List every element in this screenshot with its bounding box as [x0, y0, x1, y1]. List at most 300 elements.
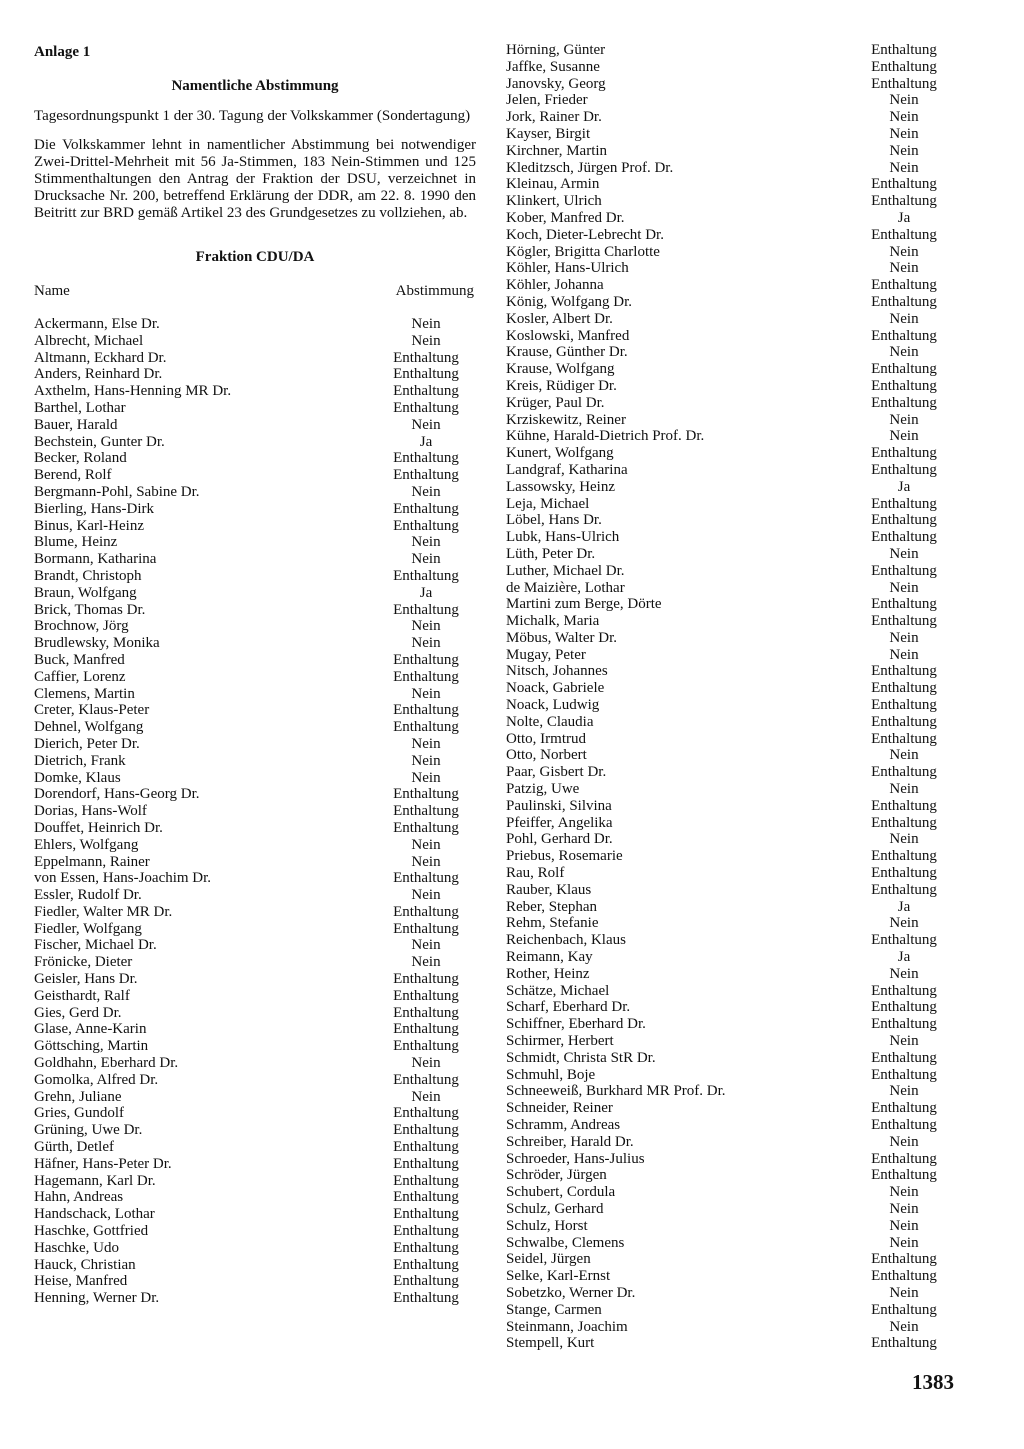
table-row	[34, 1240, 476, 1257]
member-name: Jelen, Frieder	[506, 92, 588, 109]
member-name: Blume, Heinz	[34, 534, 118, 551]
member-name: Brochnow, Jörg	[34, 618, 129, 635]
vote-value: Enthaltung	[871, 377, 937, 394]
table-row	[34, 887, 476, 904]
vote-value: Enthaltung	[871, 1335, 937, 1352]
table-row	[506, 1319, 954, 1336]
vote-value: Enthaltung	[393, 349, 459, 366]
table-row	[34, 1156, 476, 1173]
table-row	[506, 176, 954, 193]
member-name: Stempell, Kurt	[506, 1335, 595, 1352]
table-row	[34, 1206, 476, 1223]
vote-value: Enthaltung	[871, 982, 937, 999]
member-name: Göttsching, Martin	[34, 1038, 149, 1055]
table-row	[506, 479, 954, 496]
member-name: Leja, Michael	[506, 495, 590, 512]
vote-value: Nein	[889, 1184, 919, 1201]
table-row	[506, 1251, 954, 1268]
vote-value: Nein	[889, 125, 919, 142]
table-row	[506, 210, 954, 227]
vote-value: Enthaltung	[393, 651, 459, 668]
table-row	[506, 613, 954, 630]
table-row	[34, 1072, 476, 1089]
vote-value: Enthaltung	[393, 1256, 459, 1273]
vote-value: Nein	[889, 1284, 919, 1301]
vote-value: Ja	[897, 898, 911, 915]
member-name: Bergmann-Pohl, Sabine Dr.	[34, 483, 200, 500]
member-name: Hörning, Günter	[506, 42, 606, 58]
table-row	[34, 1105, 476, 1122]
member-name: Bauer, Harald	[34, 416, 118, 433]
member-name: Gürth, Detlef	[34, 1139, 114, 1156]
vote-value: Enthaltung	[871, 529, 937, 546]
table-row	[34, 585, 476, 602]
table-row	[506, 714, 954, 731]
member-name: Albrecht, Michael	[34, 332, 144, 349]
vote-value: Enthaltung	[393, 1021, 459, 1038]
member-name: Kögler, Brigitta Charlotte	[506, 243, 660, 260]
vote-value: Enthaltung	[871, 512, 937, 529]
member-name: Grüning, Uwe Dr.	[34, 1122, 143, 1139]
vote-value: Enthaltung	[871, 58, 937, 75]
vote-value: Nein	[889, 579, 919, 596]
section-title: Namentliche Abstimmung	[171, 78, 339, 94]
vote-value: Enthaltung	[393, 1105, 459, 1122]
vote-value: Nein	[889, 545, 919, 562]
table-row	[506, 260, 954, 277]
member-name: Otto, Norbert	[506, 747, 587, 764]
vote-value: Enthaltung	[871, 797, 937, 814]
table-row	[506, 294, 954, 311]
table-row	[506, 1218, 954, 1235]
table-row	[34, 534, 476, 551]
vote-value: Enthaltung	[871, 1066, 937, 1083]
table-row	[34, 652, 476, 669]
member-name: Gies, Gerd Dr.	[34, 1004, 122, 1021]
member-name: Krüger, Paul Dr.	[506, 394, 605, 411]
vote-value: Enthaltung	[871, 764, 937, 781]
table-row	[506, 244, 954, 261]
member-name: Essler, Rudolf Dr.	[34, 887, 142, 904]
vote-list-left	[34, 316, 476, 1307]
table-row	[34, 618, 476, 635]
table-row	[34, 1273, 476, 1290]
member-name: Schreiber, Harald Dr.	[506, 1133, 634, 1150]
vote-value: Nein	[411, 316, 441, 332]
member-name: Stange, Carmen	[506, 1301, 602, 1318]
table-row	[506, 227, 954, 244]
table-row	[506, 92, 954, 109]
table-row	[34, 484, 476, 501]
table-row	[34, 702, 476, 719]
table-row	[506, 361, 954, 378]
vote-value: Enthaltung	[871, 361, 937, 378]
member-name: Martini zum Berge, Dörte	[506, 596, 662, 613]
table-row	[34, 366, 476, 383]
member-name: Rauber, Klaus	[506, 881, 592, 898]
member-name: Häfner, Hans-Peter Dr.	[34, 1155, 172, 1172]
vote-value: Nein	[889, 915, 919, 932]
vote-value: Nein	[411, 483, 441, 500]
member-name: de Maizière, Lothar	[506, 579, 625, 596]
vote-value: Nein	[889, 1033, 919, 1050]
member-name: Dierich, Peter Dr.	[34, 735, 140, 752]
table-row	[34, 669, 476, 686]
member-name: Kayser, Birgit	[506, 125, 591, 142]
member-name: Dorias, Hans-Wolf	[34, 803, 147, 820]
member-name: Rother, Heinz	[506, 965, 590, 982]
member-name: Kober, Manfred Dr.	[506, 209, 625, 226]
vote-value: Ja	[897, 478, 911, 495]
vote-value: Nein	[411, 853, 441, 870]
member-name: Köhler, Johanna	[506, 277, 604, 294]
vote-value: Enthaltung	[871, 327, 937, 344]
member-name: Pfeiffer, Angelika	[506, 814, 613, 831]
member-name: Schiffner, Eberhard Dr.	[506, 1016, 646, 1033]
table-row	[506, 966, 954, 983]
member-name: Fischer, Michael Dr.	[34, 937, 157, 954]
vote-value: Ja	[419, 433, 433, 450]
member-name: Noack, Ludwig	[506, 697, 600, 714]
left-column	[34, 44, 476, 1307]
vote-value: Nein	[889, 411, 919, 428]
member-name: Hahn, Andreas	[34, 1189, 124, 1206]
table-row	[506, 311, 954, 328]
member-name: Bechstein, Gunter Dr.	[34, 433, 165, 450]
vote-value: Enthaltung	[393, 467, 459, 484]
table-row	[506, 412, 954, 429]
table-row	[506, 193, 954, 210]
table-row	[506, 731, 954, 748]
table-row	[506, 747, 954, 764]
member-name: Bierling, Hans-Dirk	[34, 500, 154, 517]
vote-value: Nein	[411, 937, 441, 954]
member-name: Steinmann, Joachim	[506, 1318, 628, 1335]
table-row	[506, 848, 954, 865]
member-name: Selke, Karl-Ernst	[506, 1268, 611, 1285]
member-name: Schubert, Cordula	[506, 1184, 616, 1201]
vote-value: Nein	[889, 1234, 919, 1251]
member-name: Mugay, Peter	[506, 646, 586, 663]
table-row	[506, 1100, 954, 1117]
member-name: Douffet, Heinrich Dr.	[34, 819, 163, 836]
vote-value: Nein	[411, 635, 441, 652]
member-name: Patzig, Uwe	[506, 781, 580, 798]
member-name: Fiedler, Wolfgang	[34, 920, 142, 937]
member-name: Binus, Karl-Heinz	[34, 517, 144, 534]
vote-value: Enthaltung	[871, 176, 937, 193]
vote-value: Enthaltung	[393, 1290, 459, 1307]
table-row	[506, 344, 954, 361]
vote-value: Enthaltung	[393, 903, 459, 920]
member-name: Krziskewitz, Reiner	[506, 411, 626, 428]
member-name: Anders, Reinhard Dr.	[34, 366, 163, 383]
member-name: Möbus, Walter Dr.	[506, 629, 618, 646]
member-name: Paulinski, Silvina	[506, 797, 612, 814]
vote-value: Enthaltung	[393, 1071, 459, 1088]
vote-value: Nein	[411, 1088, 441, 1105]
table-row	[506, 563, 954, 580]
member-name: Goldhahn, Eberhard Dr.	[34, 1055, 179, 1072]
table-row	[506, 630, 954, 647]
table-row	[506, 815, 954, 832]
member-name: Sobetzko, Werner Dr.	[506, 1284, 636, 1301]
vote-value: Nein	[411, 836, 441, 853]
member-name: Nitsch, Johannes	[506, 663, 608, 680]
table-row	[34, 1290, 476, 1307]
member-name: Brick, Thomas Dr.	[34, 601, 146, 618]
member-name: Otto, Irmtrud	[506, 730, 586, 747]
member-name: Rau, Rolf	[506, 865, 565, 882]
vote-value: Nein	[411, 752, 441, 769]
table-row	[506, 915, 954, 932]
table-row	[506, 1235, 954, 1252]
vote-value: Enthaltung	[393, 500, 459, 517]
table-row	[34, 686, 476, 703]
vote-value: Enthaltung	[393, 1038, 459, 1055]
vote-value: Enthaltung	[871, 394, 937, 411]
member-name: Krause, Wolfgang	[506, 361, 615, 378]
table-row	[506, 160, 954, 177]
vote-value: Enthaltung	[871, 1268, 937, 1285]
vote-value: Enthaltung	[393, 719, 459, 736]
vote-value: Nein	[411, 551, 441, 568]
member-name: Haschke, Udo	[34, 1239, 119, 1256]
vote-value: Ja	[897, 949, 911, 966]
table-row	[506, 1335, 954, 1352]
vote-value: Enthaltung	[871, 495, 937, 512]
vote-value: Nein	[889, 1083, 919, 1100]
vote-value: Nein	[889, 344, 919, 361]
table-row	[34, 350, 476, 367]
agenda-paragraph: Tagesordnungspunkt 1 der 30. Tagung der Volkskammer (Sondertagung)	[34, 108, 471, 124]
table-row	[506, 680, 954, 697]
vote-value: Enthaltung	[393, 1004, 459, 1021]
table-row	[506, 781, 954, 798]
vote-value: Enthaltung	[393, 383, 459, 400]
vote-value: Enthaltung	[393, 1122, 459, 1139]
member-name: Barthel, Lothar	[34, 399, 126, 416]
vote-value: Enthaltung	[393, 971, 459, 988]
vote-value: Ja	[897, 209, 911, 226]
member-name: Caffier, Lorenz	[34, 668, 126, 685]
vote-value: Nein	[889, 92, 919, 109]
table-row	[506, 496, 954, 513]
table-row	[34, 1005, 476, 1022]
member-name: Michalk, Maria	[506, 613, 600, 630]
vote-value: Enthaltung	[393, 786, 459, 803]
column-header-vote: Abstimmung	[395, 283, 474, 299]
table-row	[34, 753, 476, 770]
vote-value: Enthaltung	[393, 517, 459, 534]
member-name: König, Wolfgang Dr.	[506, 293, 633, 310]
vote-value: Enthaltung	[393, 987, 459, 1004]
vote-value: Nein	[411, 769, 441, 786]
member-name: Grehn, Juliane	[34, 1088, 122, 1105]
vote-value: Nein	[889, 646, 919, 663]
vote-value: Nein	[889, 831, 919, 848]
table-row	[506, 949, 954, 966]
vote-value: Enthaltung	[871, 848, 937, 865]
table-row	[506, 1050, 954, 1067]
table-row	[506, 1151, 954, 1168]
page-number: 1383	[912, 1370, 954, 1394]
table-row	[506, 76, 954, 93]
table-row	[34, 1223, 476, 1240]
faction-heading: Fraktion CDU/DA	[195, 249, 315, 265]
table-row	[506, 328, 954, 345]
member-name: Altmann, Eckhard Dr.	[34, 349, 167, 366]
appendix-label: Anlage 1	[34, 44, 91, 60]
table-row	[34, 467, 476, 484]
table-row	[34, 971, 476, 988]
member-name: Schmidt, Christa StR Dr.	[506, 1049, 656, 1066]
table-row	[506, 277, 954, 294]
vote-value: Enthaltung	[393, 366, 459, 383]
table-row	[506, 831, 954, 848]
member-name: Lassowsky, Heinz	[506, 478, 616, 495]
table-header	[34, 283, 476, 300]
member-name: Kühne, Harald-Dietrich Prof. Dr.	[506, 428, 705, 445]
table-row	[34, 937, 476, 954]
vote-value: Enthaltung	[871, 613, 937, 630]
member-name: Schulz, Gerhard	[506, 1200, 604, 1217]
table-row	[506, 1268, 954, 1285]
member-name: Heise, Manfred	[34, 1273, 128, 1290]
vote-value: Nein	[889, 629, 919, 646]
vote-value: Nein	[889, 159, 919, 176]
vote-value: Nein	[889, 965, 919, 982]
table-row	[506, 546, 954, 563]
vote-value: Enthaltung	[871, 42, 937, 58]
table-row	[34, 1055, 476, 1072]
table-row	[506, 999, 954, 1016]
vote-value: Enthaltung	[871, 663, 937, 680]
member-name: Eppelmann, Rainer	[34, 853, 150, 870]
table-row	[506, 1033, 954, 1050]
vote-value: Enthaltung	[871, 697, 937, 714]
vote-value: Enthaltung	[871, 1150, 937, 1167]
table-row	[34, 736, 476, 753]
member-name: Luther, Michael Dr.	[506, 562, 625, 579]
member-name: Kleditzsch, Jürgen Prof. Dr.	[506, 159, 674, 176]
member-name: Buck, Manfred	[34, 651, 125, 668]
member-name: Hauck, Christian	[34, 1256, 136, 1273]
vote-value: Enthaltung	[871, 75, 937, 92]
table-row	[506, 1201, 954, 1218]
vote-value: Enthaltung	[871, 1100, 937, 1117]
table-row	[34, 820, 476, 837]
member-name: Glase, Anne-Karin	[34, 1021, 147, 1038]
member-name: Rehm, Stefanie	[506, 915, 599, 932]
vote-value: Nein	[889, 1133, 919, 1150]
vote-value: Enthaltung	[393, 1189, 459, 1206]
table-row	[34, 333, 476, 350]
member-name: Krause, Günther Dr.	[506, 344, 628, 361]
table-row	[34, 417, 476, 434]
vote-value: Nein	[889, 1318, 919, 1335]
table-row	[506, 1134, 954, 1151]
member-name: Noack, Gabriele	[506, 680, 605, 697]
member-name: Reichenbach, Klaus	[506, 932, 626, 949]
member-name: Dorendorf, Hans-Georg Dr.	[34, 786, 200, 803]
vote-value: Nein	[889, 243, 919, 260]
member-name: Kirchner, Martin	[506, 142, 608, 159]
vote-value: Enthaltung	[393, 668, 459, 685]
member-name: Landgraf, Katharina	[506, 461, 628, 478]
member-name: Schramm, Andreas	[506, 1117, 621, 1133]
member-name: Scharf, Eberhard Dr.	[506, 999, 631, 1016]
table-row	[34, 1122, 476, 1139]
table-row	[34, 551, 476, 568]
vote-value: Nein	[411, 735, 441, 752]
vote-value: Enthaltung	[871, 999, 937, 1016]
table-row	[506, 580, 954, 597]
vote-value: Nein	[411, 685, 441, 702]
vote-value: Nein	[411, 1055, 441, 1072]
table-row	[34, 518, 476, 535]
member-name: Geisler, Hans Dr.	[34, 971, 138, 988]
vote-value: Enthaltung	[871, 1049, 937, 1066]
vote-value: Enthaltung	[871, 277, 937, 294]
table-row	[506, 865, 954, 882]
vote-value: Nein	[889, 260, 919, 277]
member-name: Schneider, Reiner	[506, 1100, 613, 1117]
table-row	[34, 316, 476, 333]
table-row	[506, 445, 954, 462]
right-column	[506, 42, 954, 1352]
member-name: Becker, Roland	[34, 450, 127, 467]
vote-value: Enthaltung	[871, 1167, 937, 1184]
table-row	[506, 1285, 954, 1302]
vote-value: Enthaltung	[871, 713, 937, 730]
member-name: Ackermann, Else Dr.	[34, 316, 160, 332]
vote-value: Enthaltung	[393, 1273, 459, 1290]
member-name: Frönicke, Dieter	[34, 954, 133, 971]
table-row	[506, 697, 954, 714]
table-row	[506, 1016, 954, 1033]
vote-value: Enthaltung	[871, 461, 937, 478]
table-row	[506, 798, 954, 815]
member-name: Schulz, Horst	[506, 1217, 588, 1234]
vote-value: Ja	[419, 584, 433, 601]
vote-value: Enthaltung	[871, 1117, 937, 1133]
table-row	[34, 434, 476, 451]
table-row	[506, 143, 954, 160]
member-name: Gries, Gundolf	[34, 1105, 124, 1122]
table-row	[34, 450, 476, 467]
vote-value: Enthaltung	[393, 1139, 459, 1156]
vote-value: Enthaltung	[871, 680, 937, 697]
table-row	[506, 109, 954, 126]
table-row	[34, 1038, 476, 1055]
table-row	[34, 954, 476, 971]
table-row	[34, 635, 476, 652]
member-name: Seidel, Jürgen	[506, 1251, 591, 1268]
vote-value: Enthaltung	[871, 562, 937, 579]
resolution-paragraph: Die Volkskammer lehnt in namentlicher Abstimmung bei notwendiger Zwei-Drittel-Mehrheit mit 56 Ja-Stimmen, 183 Nein-Stimmen und 125 Stimmenthaltungen den Antrag der Fraktion der DSU, verzeichnet in Drucksache Nr. 200, betreffend Erklärung der DDR, am 22. 8. 1990 den Beitritt zur BRD gemäß Artikel 23 des Grundgesetzes zu vollziehen, ab.	[34, 137, 476, 221]
vote-value: Nein	[411, 954, 441, 971]
vote-value: Enthaltung	[871, 1251, 937, 1268]
table-row	[506, 983, 954, 1000]
table-row	[506, 932, 954, 949]
vote-list-right	[506, 42, 954, 1352]
table-row	[506, 1184, 954, 1201]
member-name: Berend, Rolf	[34, 467, 112, 484]
vote-value: Enthaltung	[871, 445, 937, 462]
member-name: Hagemann, Karl Dr.	[34, 1172, 156, 1189]
vote-value: Enthaltung	[871, 596, 937, 613]
